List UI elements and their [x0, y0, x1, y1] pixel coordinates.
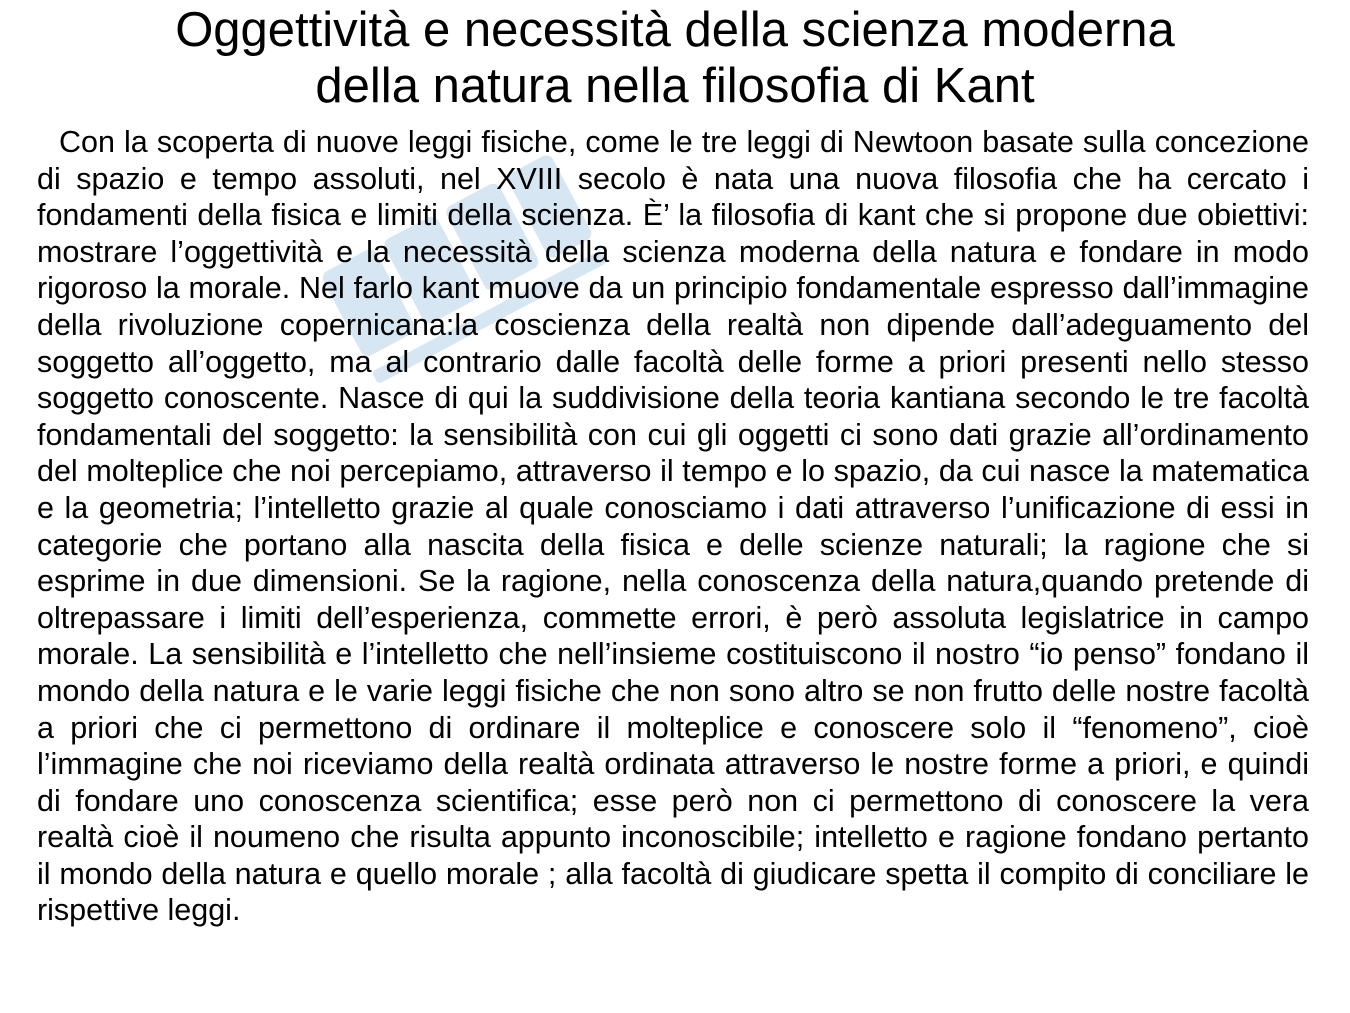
title-line-1: Oggettività e necessità della scienza moderna — [175, 3, 1175, 57]
title-line-2: della natura nella filosofia di Kant — [315, 59, 1035, 113]
body-paragraph: Con la scoperta di nuove leggi fisiche, come le tre leggi di Newtoon basate sulla concezione di spazio e tempo assoluti, nel XVIII secolo è nata una nuova filosofia che ha cercato i fondamenti della fisica e limiti della scienza. È’ la filosofia di kant che si propone due obiettivi: mostrare l’oggettività e la necessità della scienza moderna della natura e fondare in modo rigoroso la morale. Nel farlo kant muove da un principio fondamentale espresso dall’immagine della rivoluzione copernicana:la coscienza della realtà non dipende dall’adeguamento del soggetto all’oggetto, ma al contrario dalle facoltà delle forme a priori presenti nello stesso soggetto conoscente. Nasce di qui la suddivisione della teoria kantiana secondo le tre facoltà fondamentali del soggetto: la sensibilità con cui gli oggetti ci sono dati grazie all’ordinamento del molteplice che noi percepiamo, attraverso il tempo e lo spazio, da cui nasce la matematica e la geometria; l’intelletto grazie al quale conosciamo i dati attraverso l’unificazione di essi in categorie che portano alla nascita della fisica e delle scienze naturali; la ragione che si esprime in due dimensioni. Se la ragione, nella conoscenza della natura,quando pretende di oltrepassare i limiti dell’esperienza, commette errori, è però assoluta legislatrice in campo morale. La sensibilità e l’intelletto che nell’insieme costituiscono il nostro “io penso” fondano il mondo della natura e le varie leggi fisiche che non sono altro se non frutto delle nostre facoltà a priori che ci permettono di ordinare il molteplice e conoscere solo il “fenomeno”, cioè l’immagine che noi riceviamo della realtà ordinata attraverso le nostre forme a priori, e quindi di fondare uno conoscenza scientifica; esse però non ci permettono di conoscere la vera realtà cioè il noumeno che risulta appunto inconoscibile; intelletto e ragione fondano pertanto il mondo della natura e quello morale ; alla facoltà di giudicare spetta il compito di conciliare le rispettive leggi. — [37, 125, 1309, 928]
page-title — [0, 2, 1350, 114]
